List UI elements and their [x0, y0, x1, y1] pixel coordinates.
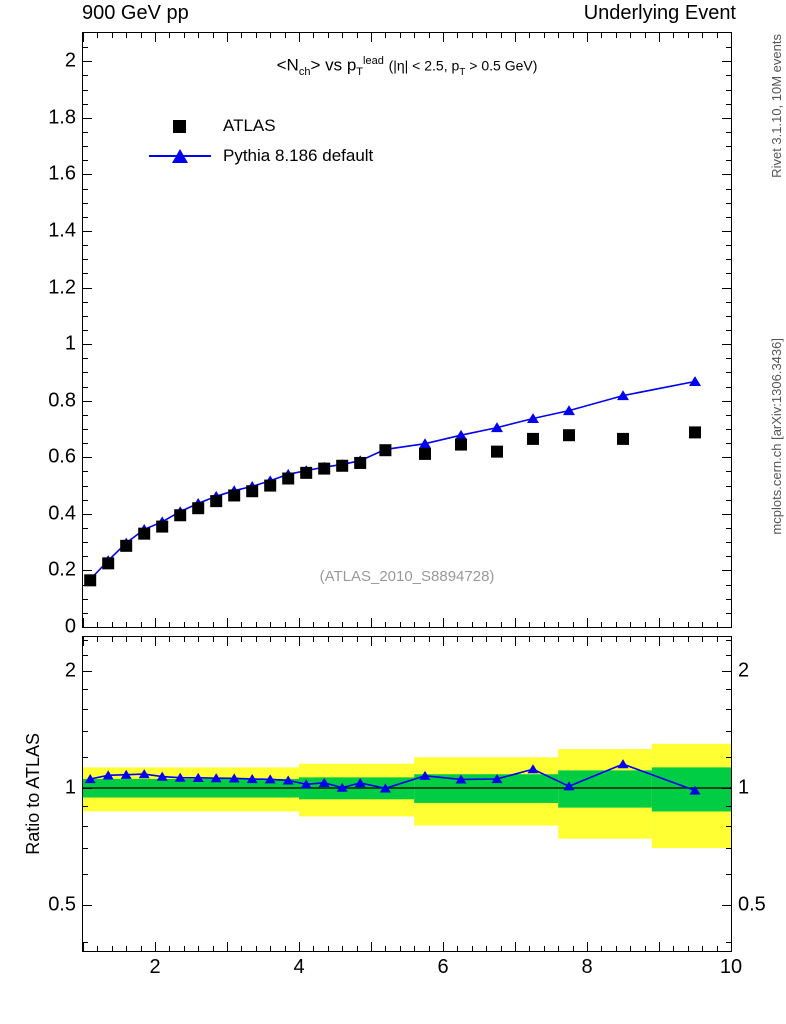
ratio-x-tick [198, 946, 199, 951]
title-sub-t: T [356, 66, 364, 79]
ratio-y-minor-tick [83, 731, 88, 732]
ratio-x-tick [141, 637, 142, 642]
y-tick-label: 1.8 [48, 106, 76, 129]
ratio-y-minor-tick [83, 848, 88, 849]
ratio-x-tick [342, 946, 343, 951]
title-sup-lead: lead [363, 55, 384, 67]
ratio-x-tick [515, 942, 516, 951]
ratio-x-tick [126, 946, 127, 951]
ratio-x-tick [328, 946, 329, 951]
ratio-x-tick [616, 946, 617, 951]
ratio-x-tick [486, 946, 487, 951]
legend-label-atlas: ATLAS [223, 116, 276, 135]
ratio-x-tick [659, 942, 660, 951]
ratio-x-tick [184, 637, 185, 642]
ratio-x-tick [659, 637, 660, 646]
ratio-y-minor-tick [83, 757, 88, 758]
y-tick-label: 1.6 [48, 162, 76, 185]
ratio-x-tick [443, 637, 444, 646]
ratio-x-tick [256, 946, 257, 951]
x-tick [731, 33, 732, 42]
title-cond-a: (|η| < 2.5, p [388, 57, 460, 74]
ratio-x-tick [400, 637, 401, 642]
y-tick-label: 2 [64, 49, 76, 72]
ratio-x-tick [83, 637, 84, 646]
ratio-x-tick [385, 637, 386, 642]
ratio-y-minor-tick-right [726, 806, 731, 807]
ratio-x-tick [414, 637, 415, 642]
ratio-x-tick [357, 637, 358, 642]
ratio-x-tick [270, 637, 271, 642]
ratio-x-tick [702, 637, 703, 642]
header-beam-label: 900 GeV pp [82, 2, 189, 24]
ratio-x-tick [601, 637, 602, 642]
ratio-x-tick [112, 946, 113, 951]
ratio-x-tick [141, 946, 142, 951]
ratio-x-tick [328, 637, 329, 642]
plot-title [277, 55, 538, 78]
ratio-x-tick [169, 946, 170, 951]
ratio-y-minor-tick [83, 806, 88, 807]
ratio-x-tick [97, 946, 98, 951]
ratio-x-tick [198, 637, 199, 642]
ratio-x-tick [616, 637, 617, 642]
ratio-x-tick [501, 946, 502, 951]
ratio-x-tick [313, 637, 314, 642]
ratio-axis-label [22, 636, 44, 952]
ratio-x-tick [515, 637, 516, 646]
ratio-x-tick [227, 637, 228, 646]
ratio-y-minor-tick [83, 709, 88, 710]
ratio-x-tick [630, 946, 631, 951]
ratio-x-tick-label: 8 [581, 956, 593, 978]
ratio-x-tick [285, 637, 286, 642]
ratio-y-tick-right [722, 905, 731, 906]
title-text-b: > vs p [310, 55, 357, 75]
ratio-x-tick [400, 946, 401, 951]
ratio-x-tick [429, 637, 430, 642]
ratio-x-tick [443, 942, 444, 951]
ratio-x-tick [83, 942, 84, 951]
ratio-x-tick [155, 637, 156, 646]
ratio-y-tick-right [722, 671, 731, 672]
mcplots-reference-caption: mcplots.cern.ch [arXiv:1306.3436] [769, 338, 784, 535]
ratio-y-minor-tick-right [726, 874, 731, 875]
header-analysis-label: Underlying Event [583, 2, 736, 24]
ratio-x-tick [299, 942, 300, 951]
ratio-x-tick [270, 946, 271, 951]
ratio-x-tick [587, 637, 588, 646]
ratio-y-minor-tick-right [726, 709, 731, 710]
ratio-plot-frame [48, 636, 766, 978]
ratio-y-tick [83, 788, 92, 789]
legend-key-square [145, 117, 219, 135]
ratio-y-tick-label: 0.5 [48, 893, 76, 916]
legend-item-atlas[interactable] [145, 111, 373, 141]
ratio-y-tick [83, 671, 92, 672]
title-cond-sub: T [459, 67, 466, 79]
ratio-y-minor-tick-right [726, 757, 731, 758]
ratio-x-tick-label: 10 [719, 956, 743, 978]
ratio-y-tick-label-right: 1 [738, 776, 750, 799]
legend-key-triangle-line [145, 147, 219, 165]
chart-header [0, 2, 786, 30]
y-tick-label: 0 [64, 615, 76, 638]
legend-label-pythia: Pythia 8.186 default [223, 146, 374, 165]
ratio-x-tick [241, 946, 242, 951]
title-text-a: <N [276, 55, 299, 75]
ratio-x-tick [285, 946, 286, 951]
y-tick-label: 0.4 [48, 502, 76, 525]
ratio-y-minor-tick-right [726, 731, 731, 732]
ratio-x-tick [313, 946, 314, 951]
ratio-x-tick [558, 637, 559, 642]
ratio-y-minor-tick [83, 655, 88, 656]
ratio-x-tick [573, 637, 574, 642]
ratio-x-tick [630, 637, 631, 642]
ratio-x-tick [529, 637, 530, 642]
ratio-x-tick [241, 637, 242, 642]
ratio-x-tick [112, 637, 113, 642]
ratio-x-tick [558, 946, 559, 951]
ratio-y-tick-label: 2 [64, 659, 76, 682]
ratio-y-tick-right [722, 788, 731, 789]
y-tick-label: 1.2 [48, 276, 76, 299]
ratio-x-tick [371, 942, 372, 951]
ratio-y-minor-tick-right [726, 655, 731, 656]
y-tick-label: 0.6 [48, 445, 76, 468]
y-tick-label: 1.4 [48, 219, 76, 242]
ratio-x-tick [371, 637, 372, 646]
ratio-x-tick [457, 946, 458, 951]
ratio-x-tick [587, 942, 588, 951]
ratio-x-tick [688, 637, 689, 642]
title-sub-ch: ch [298, 66, 311, 79]
ratio-x-tick [645, 637, 646, 642]
ratio-x-tick [357, 946, 358, 951]
ratio-x-tick [256, 637, 257, 642]
y-tick-label: 0.2 [48, 558, 76, 581]
ratio-x-tick [213, 637, 214, 642]
ratio-y-tick-label-right: 2 [738, 659, 750, 682]
ratio-x-tick [385, 946, 386, 951]
ratio-x-tick [702, 946, 703, 951]
ratio-axis-label-text: Ratio to ATLAS [22, 733, 43, 855]
ratio-x-tick [573, 946, 574, 951]
ratio-x-tick-label: 6 [437, 956, 449, 978]
ratio-y-tick [83, 905, 92, 906]
ratio-y-tick-label: 1 [64, 776, 76, 799]
analysis-watermark: (ATLAS_2010_S8894728) [319, 568, 495, 585]
ratio-x-tick [645, 946, 646, 951]
ratio-x-tick [501, 637, 502, 642]
ratio-x-tick [529, 946, 530, 951]
ratio-plot-area [48, 637, 766, 978]
ratio-y-minor-tick [83, 874, 88, 875]
rivet-version-caption: Rivet 3.1.10, 10M events [769, 34, 784, 178]
ratio-x-tick [457, 637, 458, 642]
ratio-x-tick [429, 946, 430, 951]
ratio-x-tick [673, 946, 674, 951]
ratio-x-tick [601, 946, 602, 951]
ratio-x-tick [299, 637, 300, 646]
ratio-x-tick [717, 637, 718, 642]
ratio-x-tick [472, 637, 473, 642]
ratio-y-minor-tick [83, 689, 88, 690]
ratio-x-tick [486, 637, 487, 642]
y-tick-right [722, 627, 731, 628]
y-tick-label: 1 [64, 332, 76, 355]
ratio-x-tick [155, 942, 156, 951]
ratio-y-minor-tick-right [726, 848, 731, 849]
ratio-x-tick-label: 2 [149, 956, 161, 978]
main-plot-frame [48, 32, 732, 638]
ratio-x-tick [717, 946, 718, 951]
ratio-x-tick [544, 637, 545, 642]
ratio-y-minor-tick-right [726, 689, 731, 690]
legend [145, 111, 373, 171]
ratio-y-minor-tick [83, 826, 88, 827]
ratio-x-tick [97, 637, 98, 642]
ratio-x-tick [688, 946, 689, 951]
title-cond-b: > 0.5 GeV) [465, 57, 538, 74]
ratio-x-tick [673, 637, 674, 642]
ratio-x-tick [126, 637, 127, 642]
y-tick [83, 627, 92, 628]
ratio-x-tick [213, 946, 214, 951]
y-tick-label: 0.8 [48, 389, 76, 412]
ratio-x-tick [227, 942, 228, 951]
ratio-x-tick-label: 4 [293, 956, 305, 978]
ratio-x-tick [731, 637, 732, 646]
ratio-x-tick [731, 942, 732, 951]
ratio-x-tick [342, 637, 343, 642]
ratio-x-tick [414, 946, 415, 951]
ratio-x-tick [169, 637, 170, 642]
ratio-y-minor-tick-right [726, 826, 731, 827]
ratio-x-tick [472, 946, 473, 951]
x-tick [731, 618, 732, 627]
ratio-x-tick [184, 946, 185, 951]
ratio-y-tick-label-right: 0.5 [738, 893, 766, 916]
ratio-x-tick [544, 946, 545, 951]
legend-item-pythia[interactable] [145, 141, 373, 171]
